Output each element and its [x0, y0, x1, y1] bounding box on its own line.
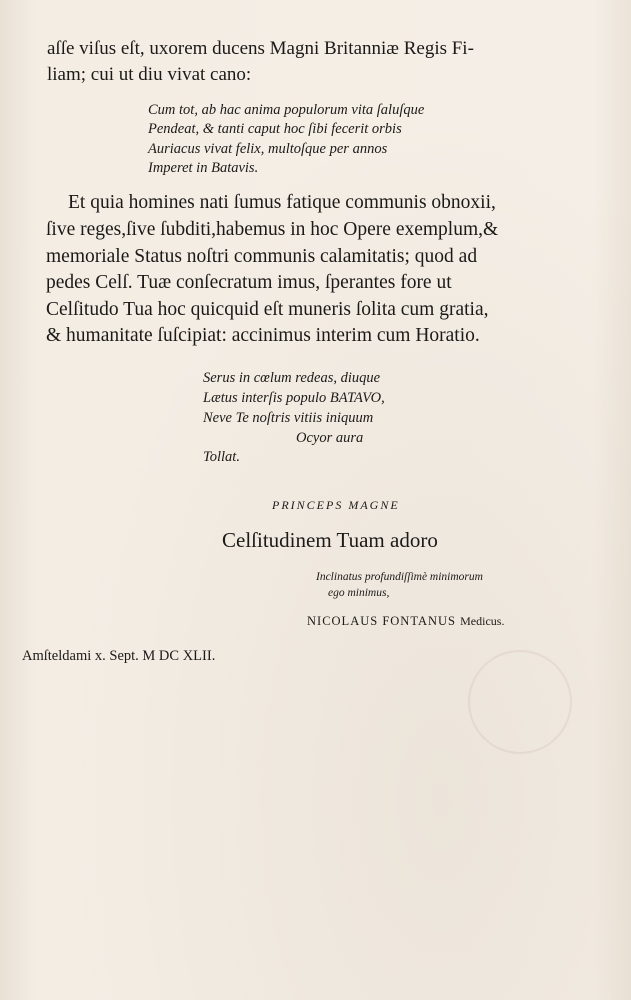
paragraph2-line-4: pedes Celſ. Tuæ conſecratum imus, ſperantes fore ut: [46, 272, 452, 293]
signature-name: NICOLAUS FONTANUS: [307, 614, 456, 628]
paragraph2-line-6: & humanitate ſuſcipiat: accinimus interim cum Horatio.: [46, 325, 480, 346]
verse2-line-2: Lætus interſis populo BATAVO,: [203, 390, 385, 406]
dateline: Amſteldami x. Sept. M DC XLII.: [22, 648, 216, 664]
paragraph2-line-3: memoriale Status noſtri communis calamitatis; quod ad: [46, 246, 478, 267]
verse1-line-3: Auriacus vivat felix, multoſque per annos: [148, 141, 388, 157]
verse2-line-4: Ocyor aura: [296, 430, 364, 446]
humble-line-2: ego minimus,: [328, 587, 390, 599]
adoration-line: Celſitudinem Tuam adoro: [222, 528, 438, 552]
verse1-line-1: Cum tot, ab hac anima populorum vita ſaluſque: [148, 102, 425, 118]
paragraph1-line-1: aſſe viſus eſt, uxorem ducens Magni Britanniæ Regis Fi-: [47, 38, 474, 59]
paragraph2-line-5: Celſitudo Tua hoc quicquid eſt muneris ſolita cum gratia,: [46, 299, 489, 320]
humble-line-1: Inclinatus profundiſſimè minimorum: [316, 571, 483, 583]
verse1-line-2: Pendeat, & tanti caput hoc ſibi fecerit orbis: [148, 121, 402, 137]
paragraph1-line-2: liam; cui ut diu vivat cano:: [47, 64, 252, 85]
signature-title: Medicus.: [460, 614, 505, 628]
signature: [307, 614, 504, 629]
bleed-through-seal: [468, 650, 572, 754]
verse2-line-1: Serus in cœlum redeas, diuque: [203, 370, 381, 386]
paragraph2-line-1: Et quia homines nati ſumus fatique communis obnoxii,: [68, 192, 496, 213]
paragraph2-line-2: ſive reges,ſive ſubditi,habemus in hoc Opere exemplum,&: [46, 219, 499, 240]
verse1-line-4: Imperet in Batavis.: [148, 160, 259, 176]
salutation: PRINCEPS MAGNE: [272, 498, 400, 512]
verse2-line-3: Neve Te noſtris vitiis iniquum: [203, 410, 374, 426]
verse2-line-5: Tollat.: [203, 449, 240, 465]
